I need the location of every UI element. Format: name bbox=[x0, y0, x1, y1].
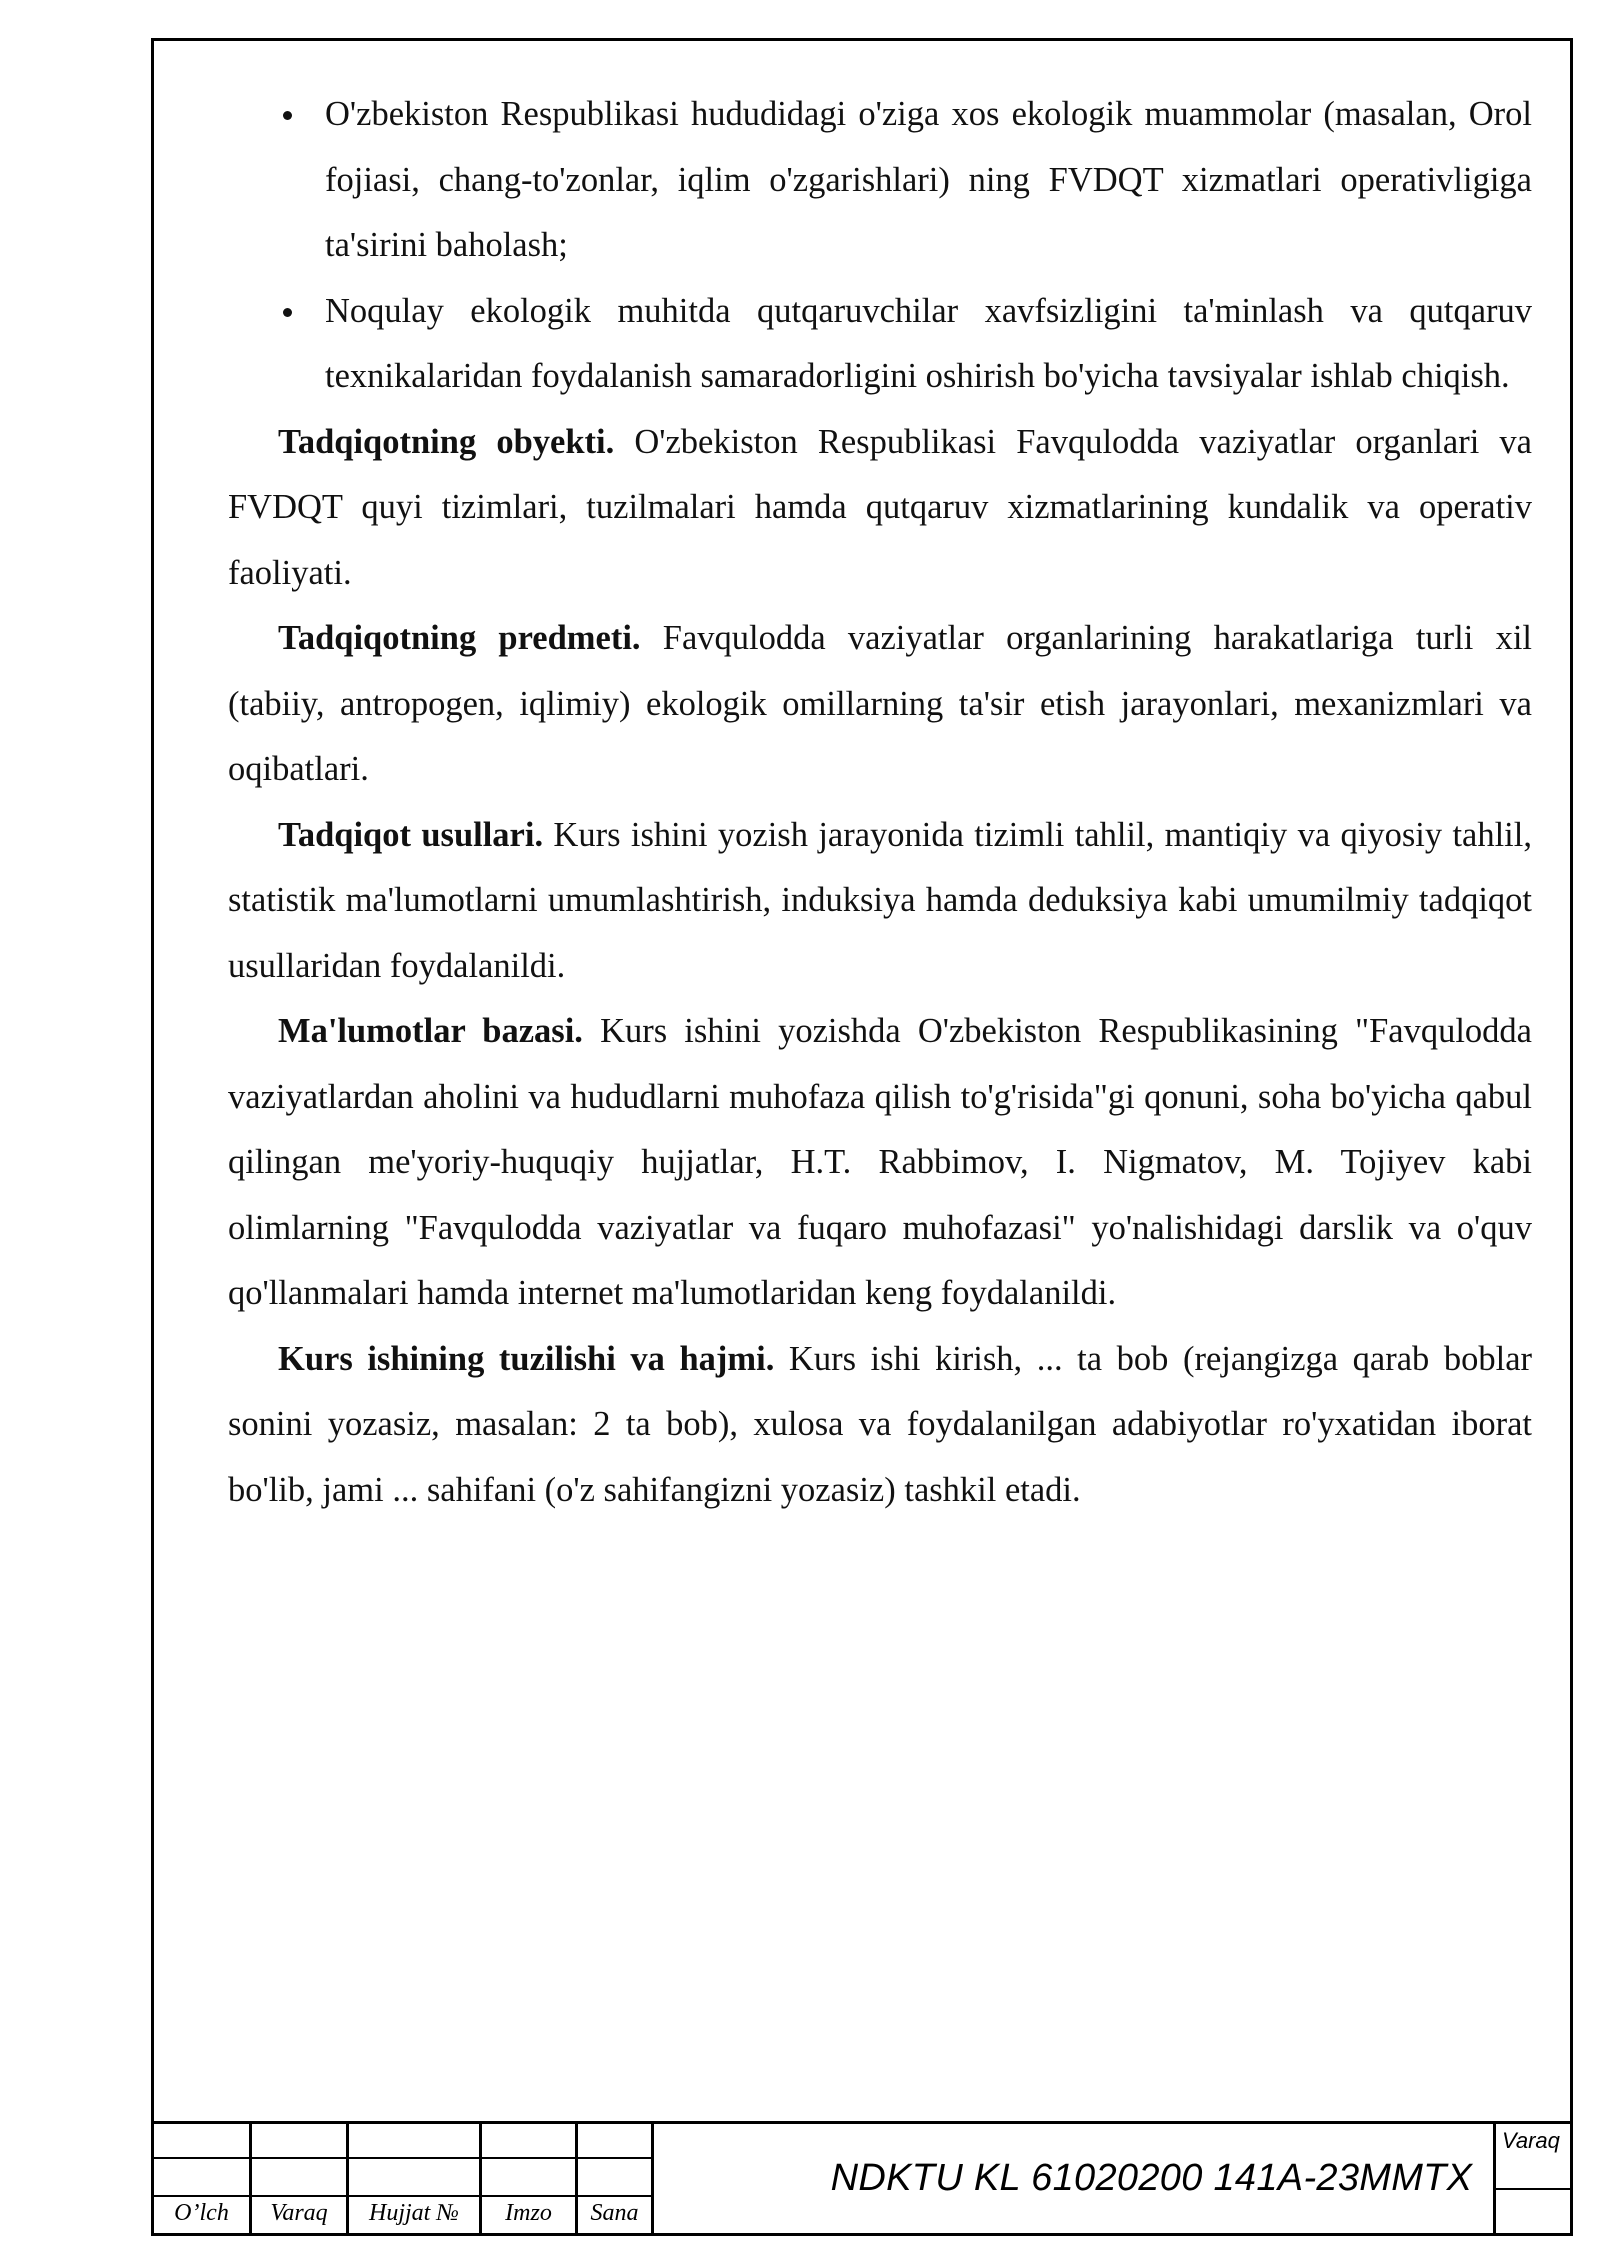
document-body bbox=[228, 82, 1532, 1523]
paragraph-text: Kurs ishi kirish, ... ta bob (rejangizga qarab boblar sonini yozasiz, masalan: 2 ta bob), xulosa va foydalanilgan adabiyotlar ro'yxatidan iborat bo'lib, jami ... sahifani (o'z sahifangizni yozasiz) tashkil etadi. bbox=[228, 1339, 1532, 1509]
paragraph-heading: Tadqiqotning predmeti. bbox=[278, 619, 641, 657]
stamp-label-sana: Sana bbox=[578, 2197, 654, 2233]
paragraph-text: O'zbekiston Respublikasi Favqulodda vaziyatlar organlari va FVDQT quyi tizimlari, tuzilmalari hamda qutqaruv xizmatlarining kundalik va operativ faoliyati. bbox=[228, 422, 1532, 592]
stamp-cell bbox=[349, 2159, 482, 2197]
paragraph-text: Kurs ishini yozishda O'zbekiston Respublikasining "Favqulodda vaziyatlardan aholini va hududlarni muhofaza qilish to'g'risida"gi qonuni, soha bo'yicha qabul qilingan me'yoriy-huquqiy hujjatlar, H.T. Rabbimov, I. Nigmatov, M. Tojiyev kabi olimlarning "Favqulodda vaziyatlar va fuqaro muhofazasi" yo'nalishidagi darslik va o'quv qo'llanmalari hamda internet ma'lumotlaridan keng foydalanildi. bbox=[228, 1012, 1532, 1312]
stamp-cell bbox=[482, 2124, 578, 2159]
stamp-grid bbox=[154, 2124, 654, 2233]
stamp-cell bbox=[252, 2124, 349, 2159]
paragraph-research-methods bbox=[228, 803, 1532, 1000]
stamp-label-varaq: Varaq bbox=[252, 2197, 349, 2233]
stamp-cell bbox=[154, 2159, 252, 2197]
stamp-cell bbox=[578, 2159, 654, 2197]
stamp-label-hujjat: Hujjat № bbox=[349, 2197, 482, 2233]
paragraph-heading: Tadqiqotning obyekti. bbox=[278, 422, 615, 461]
paragraph-research-subject bbox=[228, 606, 1532, 803]
paragraph-heading: Tadqiqot usullari. bbox=[278, 815, 544, 854]
paragraph-text: Favqulodda vaziyatlar organlarining harakatlariga turli xil (tabiiy, antropogen, iqlimiy) ekologik omillarning ta'sir etish jarayonlari, mexanizmlari va oqibatlari. bbox=[228, 619, 1532, 788]
title-block-stamp bbox=[151, 2124, 1573, 2236]
stamp-cell bbox=[349, 2124, 482, 2159]
paragraph-heading: Ma'lumotlar bazasi. bbox=[278, 1012, 583, 1050]
stamp-cell bbox=[482, 2159, 578, 2197]
bullet-list bbox=[228, 82, 1532, 410]
sheet-number-box bbox=[1493, 2124, 1570, 2233]
sheet-label: Varaq bbox=[1496, 2124, 1570, 2190]
paragraph-text: Kurs ishini yozish jarayonida tizimli tahlil, mantiqiy va qiyosiy tahlil, statistik ma'lumotlarni umumlashtirish, induksiya hamda deduksiya kabi umumilmiy tadqiqot usullaridan foydalanildi. bbox=[228, 815, 1532, 985]
paragraph-database bbox=[228, 999, 1532, 1327]
stamp-label-imzo: Imzo bbox=[482, 2197, 578, 2233]
document-code: NDKTU KL 61020200 141A-23MMTX bbox=[830, 2157, 1473, 2199]
paragraph-research-object bbox=[228, 410, 1532, 607]
bullet-item: O'zbekiston Respublikasi hududidagi o'ziga xos ekologik muammolar (masalan, Orol fojiasi, chang-to'zonlar, iqlim o'zgarishlari) ning FVDQT xizmatlari operativligiga ta'sirini baholash; bbox=[228, 82, 1532, 279]
paragraph-heading: Kurs ishining tuzilishi va hajmi. bbox=[278, 1339, 775, 1378]
stamp-cell bbox=[578, 2124, 654, 2159]
bullet-item: Noqulay ekologik muhitda qutqaruvchilar xavfsizligini ta'minlash va qutqaruv texnikalaridan foydalanish samaradorligini oshirish bo'yicha tavsiyalar ishlab chiqish. bbox=[228, 279, 1532, 410]
stamp-cell bbox=[252, 2159, 349, 2197]
stamp-label-olch: O’lch bbox=[154, 2197, 252, 2233]
paragraph-structure bbox=[228, 1327, 1532, 1524]
stamp-cell bbox=[154, 2124, 252, 2159]
